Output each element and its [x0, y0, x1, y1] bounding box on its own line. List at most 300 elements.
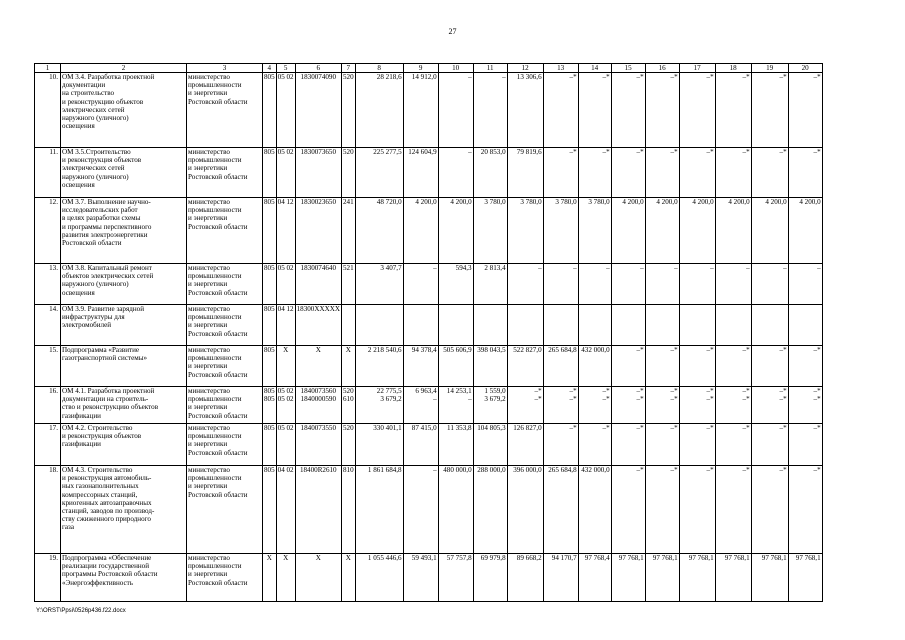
- amount-cell: [788, 198, 822, 264]
- cell-value: 1 559,0: [484, 387, 506, 395]
- cell-value: 18400R2610: [299, 466, 337, 474]
- column-number-cell: 11: [473, 64, 507, 73]
- cell-value: 505 606,9: [443, 346, 472, 354]
- amount-cell: [507, 346, 543, 387]
- cell-value: –: [817, 264, 821, 272]
- cell-value: [440, 305, 472, 313]
- table-row: [35, 424, 823, 466]
- cell-value: 805: [264, 148, 275, 156]
- amount-cell: [543, 346, 578, 387]
- cell-value: –: [674, 264, 678, 272]
- amount-cell: [543, 73, 578, 148]
- amount-cell: [645, 73, 679, 148]
- cell-value: –*: [779, 424, 787, 432]
- cell-value: –*: [779, 466, 787, 474]
- cell-value: 4 200,0: [622, 198, 644, 206]
- executor-line: Ростовской области: [188, 448, 248, 457]
- amount-cell: [473, 305, 507, 346]
- event-name-line: ОМ 3.5.Строительство: [62, 148, 131, 156]
- amount-cell: [611, 148, 645, 198]
- cell-value: 57 757,8: [446, 554, 472, 562]
- amount-cell: [578, 554, 611, 602]
- amount-cell: [543, 198, 578, 264]
- event-name-cell: [61, 346, 187, 387]
- event-name-line: развития электроэнергетики: [62, 230, 148, 239]
- cell-value: 432 000,0: [581, 466, 610, 474]
- amount-cell: [543, 264, 578, 305]
- executor-line: министерство: [188, 305, 230, 313]
- amount-cell: [355, 264, 403, 305]
- table-row: [35, 264, 823, 305]
- amount-cell: [715, 73, 751, 148]
- amount-cell: [578, 387, 611, 424]
- amount-cell: [715, 264, 751, 305]
- page-number: 27: [448, 27, 457, 36]
- row-number-cell: 14.: [35, 305, 61, 346]
- amount-cell: [751, 424, 788, 466]
- budget-code-cell: [341, 148, 355, 198]
- budget-code-cell: [276, 73, 295, 148]
- budget-code-cell: [341, 387, 355, 424]
- cell-value: –*: [742, 466, 750, 474]
- cell-value: 480 000,0: [443, 466, 472, 474]
- amount-cell: [679, 346, 715, 387]
- cell-value: 1830023650: [300, 198, 337, 206]
- amount-cell: [507, 148, 543, 198]
- amount-cell: [438, 73, 473, 148]
- amount-cell: [578, 264, 611, 305]
- amount-cell: [751, 264, 788, 305]
- table-row: [35, 73, 823, 148]
- event-name-line: и программы перспективного: [62, 222, 152, 231]
- cell-value: 520: [342, 73, 354, 81]
- table-row: [35, 346, 823, 387]
- cell-value: –*: [636, 346, 644, 354]
- cell-value: 79 819,6: [516, 148, 542, 156]
- cell-value: 4 200,0: [799, 198, 821, 206]
- amount-cell: [543, 554, 578, 602]
- cell-value: X: [266, 554, 272, 562]
- event-name-line: ОМ 3.9. Развитие зарядной: [62, 305, 144, 313]
- cell-value: 225 277,5: [373, 148, 402, 156]
- cell-value: 241: [342, 198, 354, 206]
- amount-cell: [751, 148, 788, 198]
- amount-cell: [611, 424, 645, 466]
- amount-cell: [473, 466, 507, 554]
- cell-value: [343, 305, 354, 313]
- budget-code-cell: [263, 554, 277, 602]
- budget-code-cell: [276, 554, 295, 602]
- executor-cell: [187, 198, 263, 264]
- cell-value: 97 768,1: [688, 554, 714, 562]
- cell-value: 805: [264, 466, 275, 474]
- budget-code-cell: [276, 346, 295, 387]
- executor-line: промышленности: [188, 474, 242, 483]
- executor-line: и энергетики: [188, 280, 228, 289]
- amount-cell: [788, 305, 822, 346]
- budget-code-cell: [276, 387, 295, 424]
- cell-value: 805: [264, 395, 275, 404]
- event-name-line: ство и реконструкцию объектов: [62, 403, 159, 412]
- event-name-cell: [61, 466, 187, 554]
- cell-value: –: [783, 264, 787, 272]
- amount-cell: [355, 554, 403, 602]
- cell-value: –*: [602, 424, 610, 432]
- column-number-cell: 20: [788, 64, 822, 73]
- event-name-line: «Энергоэффективность: [62, 578, 133, 587]
- amount-cell: [645, 346, 679, 387]
- cell-value: –*: [636, 395, 644, 404]
- cell-value: –: [710, 264, 714, 272]
- cell-value: –*: [569, 73, 577, 81]
- cell-value: 94 378,4: [411, 346, 437, 354]
- cell-value: –*: [670, 73, 678, 81]
- budget-code-cell: [263, 346, 277, 387]
- cell-value: –*: [569, 148, 577, 156]
- event-name-line: и реконструкцию объектов: [62, 97, 144, 106]
- amount-cell: [473, 198, 507, 264]
- cell-value: [509, 305, 542, 313]
- amount-cell: [473, 346, 507, 387]
- amount-cell: [645, 424, 679, 466]
- event-name-line: ОМ 3.4. Разработка проектной: [62, 73, 155, 81]
- cell-value: 805: [264, 424, 275, 432]
- budget-code-cell: [263, 148, 277, 198]
- column-number-cell: 17: [679, 64, 715, 73]
- amount-cell: [751, 466, 788, 554]
- amount-cell: [751, 346, 788, 387]
- amount-cell: [715, 387, 751, 424]
- column-number-cell: 2: [61, 64, 187, 73]
- budget-code-cell: [276, 148, 295, 198]
- event-name-line: объектов электрических сетей: [62, 272, 154, 281]
- executor-cell: [187, 554, 263, 602]
- column-number-cell: 7: [341, 64, 355, 73]
- amount-cell: [403, 148, 438, 198]
- cell-value: 97 768,1: [652, 554, 678, 562]
- executor-line: Ростовской области: [188, 411, 248, 420]
- amount-cell: [473, 264, 507, 305]
- cell-value: –*: [813, 73, 821, 81]
- cell-value: 28 218,6: [376, 73, 402, 81]
- cell-value: 14 253,1: [446, 387, 472, 395]
- amount-cell: [403, 73, 438, 148]
- cell-value: 1840073550: [300, 424, 337, 432]
- budget-code-cell: [276, 466, 295, 554]
- executor-line: министерство: [188, 264, 230, 272]
- amount-cell: [578, 198, 611, 264]
- column-number-cell: 8: [355, 64, 403, 73]
- amount-cell: [611, 73, 645, 148]
- cell-value: 398 043,5: [477, 346, 506, 354]
- amount-cell: [438, 346, 473, 387]
- executor-line: и энергетики: [188, 89, 228, 98]
- cell-value: 3 407,7: [380, 264, 402, 272]
- cell-value: 87 415,0: [411, 424, 437, 432]
- cell-value: –*: [706, 387, 714, 395]
- executor-line: Ростовской области: [188, 578, 248, 587]
- executor-line: промышленности: [188, 156, 242, 165]
- amount-cell: [578, 305, 611, 346]
- cell-value: 94 170,7: [551, 554, 577, 562]
- cell-value: X: [315, 554, 321, 562]
- cell-value: X: [345, 554, 351, 562]
- cell-value: X: [283, 554, 289, 562]
- budget-code-cell: [341, 264, 355, 305]
- table-row: [35, 148, 823, 198]
- cell-value: [580, 305, 610, 313]
- amount-cell: [543, 424, 578, 466]
- budget-code-cell: [295, 264, 341, 305]
- cell-value: –: [433, 395, 437, 404]
- column-number-cell: 19: [751, 64, 788, 73]
- executor-line: и энергетики: [188, 440, 228, 449]
- amount-cell: [543, 466, 578, 554]
- event-name-line: ОМ 4.1. Разработка проектной: [62, 387, 155, 395]
- cell-value: –*: [636, 73, 644, 81]
- amount-cell: [403, 554, 438, 602]
- cell-value: –*: [813, 387, 821, 395]
- amount-cell: [715, 466, 751, 554]
- amount-cell: [645, 466, 679, 554]
- amount-cell: [788, 424, 822, 466]
- event-name-line: документации: [62, 81, 106, 90]
- cell-value: –: [433, 466, 437, 474]
- amount-cell: [679, 424, 715, 466]
- cell-value: 05 02: [277, 264, 294, 272]
- cell-value: –: [640, 264, 644, 272]
- amount-cell: [645, 305, 679, 346]
- budget-code-cell: [263, 387, 277, 424]
- cell-value: [405, 305, 437, 313]
- cell-value: 521: [342, 264, 354, 272]
- cell-value: –*: [742, 387, 750, 395]
- executor-cell: [187, 148, 263, 198]
- cell-value: 1840073560: [300, 387, 337, 395]
- cell-value: –: [502, 73, 506, 81]
- amount-cell: [507, 554, 543, 602]
- cell-value: X: [315, 346, 321, 354]
- budget-code-cell: [341, 305, 355, 346]
- budget-code-cell: [263, 73, 277, 148]
- cell-value: –*: [742, 73, 750, 81]
- event-name-line: газа: [62, 523, 75, 532]
- budget-code-cell: [341, 346, 355, 387]
- cell-value: –*: [706, 148, 714, 156]
- cell-value: –*: [569, 424, 577, 432]
- cell-value: [613, 305, 644, 313]
- cell-value: –*: [813, 466, 821, 474]
- cell-value: 04 12: [277, 305, 294, 313]
- cell-value: [357, 305, 402, 313]
- cell-value: –*: [779, 346, 787, 354]
- amount-cell: [355, 466, 403, 554]
- cell-value: X: [345, 346, 351, 354]
- amount-cell: [611, 198, 645, 264]
- cell-value: 805: [264, 305, 275, 313]
- event-name-line: Подпрограмма «Обеспечение: [62, 554, 152, 562]
- event-name-cell: [61, 424, 187, 466]
- executor-line: и энергетики: [188, 321, 228, 330]
- amount-cell: [751, 305, 788, 346]
- executor-line: промышленности: [188, 81, 242, 90]
- row-number-cell: 11.: [35, 148, 61, 198]
- budget-code-cell: [263, 305, 277, 346]
- executor-cell: [187, 73, 263, 148]
- executor-line: министерство: [188, 73, 230, 81]
- budget-code-cell: [295, 305, 341, 346]
- event-name-cell: [61, 305, 187, 346]
- cell-value: –*: [779, 148, 787, 156]
- amount-cell: [788, 466, 822, 554]
- cell-value: –*: [813, 148, 821, 156]
- row-number-cell: 19.: [35, 554, 61, 602]
- executor-cell: [187, 305, 263, 346]
- cell-value: 97 768,1: [761, 554, 787, 562]
- amount-cell: [507, 305, 543, 346]
- cell-value: 11 353,8: [447, 424, 472, 432]
- amount-cell: [788, 73, 822, 148]
- cell-value: 04 12: [277, 198, 294, 206]
- amount-cell: [645, 554, 679, 602]
- cell-value: 22 775,5: [376, 387, 402, 395]
- cell-value: 288 000,0: [477, 466, 506, 474]
- event-name-line: ОМ 3.7. Выполнение научно-: [62, 198, 151, 206]
- cell-value: 265 684,8: [548, 466, 577, 474]
- event-name-line: электрических сетей: [62, 164, 125, 173]
- cell-value: –*: [670, 395, 678, 404]
- executor-line: Ростовской области: [188, 97, 248, 106]
- amount-cell: [543, 305, 578, 346]
- cell-value: –: [746, 264, 750, 272]
- executor-line: министерство: [188, 148, 230, 156]
- amount-cell: [507, 73, 543, 148]
- cell-value: –*: [706, 466, 714, 474]
- amount-cell: [611, 264, 645, 305]
- event-name-cell: [61, 264, 187, 305]
- row-number-cell: 13.: [35, 264, 61, 305]
- event-name-line: программы Ростовской области: [62, 570, 158, 579]
- event-name-cell: [61, 387, 187, 424]
- column-number-cell: 5: [276, 64, 295, 73]
- cell-value: 14 912,0: [411, 73, 437, 81]
- amount-cell: [679, 148, 715, 198]
- executor-line: промышленности: [188, 432, 242, 441]
- executor-line: министерство: [188, 387, 230, 395]
- cell-value: 05 02: [277, 387, 294, 395]
- budget-code-cell: [276, 305, 295, 346]
- event-name-line: и реконструкция объектов: [62, 432, 142, 441]
- cell-value: 805: [264, 73, 275, 81]
- cell-value: X: [283, 346, 289, 354]
- budget-code-cell: [295, 148, 341, 198]
- amount-cell: [438, 148, 473, 198]
- budget-code-cell: [276, 424, 295, 466]
- executor-line: промышленности: [188, 354, 242, 363]
- cell-value: 48 720,0: [376, 198, 402, 206]
- executor-line: и энергетики: [188, 164, 228, 173]
- cell-value: [647, 305, 678, 313]
- budget-code-cell: [295, 466, 341, 554]
- amount-cell: [611, 554, 645, 602]
- cell-value: 805: [264, 346, 275, 354]
- amount-cell: [438, 387, 473, 424]
- cell-value: 3 780,0: [588, 198, 610, 206]
- amount-cell: [403, 387, 438, 424]
- cell-value: [753, 305, 787, 313]
- cell-value: –*: [602, 148, 610, 156]
- cell-value: 4 200,0: [415, 198, 437, 206]
- amount-cell: [611, 346, 645, 387]
- column-number-cell: 10: [438, 64, 473, 73]
- cell-value: 1840000590: [300, 395, 337, 404]
- cell-value: 3 780,0: [520, 198, 542, 206]
- cell-value: –*: [779, 73, 787, 81]
- cell-value: 1 055 446,6: [367, 554, 402, 562]
- cell-value: [790, 305, 821, 313]
- cell-value: –*: [706, 73, 714, 81]
- cell-value: [717, 305, 750, 313]
- budget-code-cell: [341, 424, 355, 466]
- cell-value: –*: [670, 424, 678, 432]
- cell-value: 97 768,1: [618, 554, 644, 562]
- amount-cell: [355, 198, 403, 264]
- cell-value: 396 000,0: [513, 466, 542, 474]
- event-name-line: в целях разработки схемы: [62, 214, 141, 223]
- cell-value: –: [433, 264, 437, 272]
- budget-code-cell: [295, 424, 341, 466]
- footer-file-path: Y:\ORST\Ppsi\0526p436.f22.docx: [36, 608, 126, 614]
- cell-value: –*: [602, 73, 610, 81]
- cell-value: 05 02: [277, 73, 294, 81]
- amount-cell: [578, 73, 611, 148]
- table-row: [35, 305, 823, 346]
- executor-line: Ростовской области: [188, 172, 248, 181]
- amount-cell: [751, 554, 788, 602]
- event-name-line: и реконструкция объектов: [62, 156, 142, 165]
- budget-code-cell: [276, 264, 295, 305]
- executor-line: министерство: [188, 424, 230, 432]
- amount-cell: [679, 264, 715, 305]
- cell-value: 05 02: [277, 148, 294, 156]
- amount-cell: [403, 424, 438, 466]
- cell-value: 432 000,0: [581, 346, 610, 354]
- cell-value: –*: [534, 387, 542, 395]
- executor-line: промышленности: [188, 395, 242, 404]
- amount-cell: [355, 346, 403, 387]
- column-number-cell: 13: [543, 64, 578, 73]
- amount-cell: [611, 387, 645, 424]
- cell-value: 4 200,0: [692, 198, 714, 206]
- cell-value: 810: [342, 466, 354, 474]
- cell-value: 3 780,0: [555, 198, 577, 206]
- cell-value: –*: [602, 395, 610, 404]
- column-number-cell: 14: [578, 64, 611, 73]
- amount-cell: [645, 387, 679, 424]
- budget-code-cell: [341, 554, 355, 602]
- column-number-cell: 6: [295, 64, 341, 73]
- amount-cell: [543, 387, 578, 424]
- executor-line: министерство: [188, 198, 230, 206]
- budget-code-cell: [263, 264, 277, 305]
- amount-cell: [788, 264, 822, 305]
- budget-code-cell: [341, 466, 355, 554]
- amount-cell: [679, 305, 715, 346]
- cell-value: –: [538, 264, 542, 272]
- cell-value: 05 02: [277, 395, 294, 404]
- cell-value: 520: [342, 148, 354, 156]
- event-name-line: электрических сетей: [62, 105, 125, 114]
